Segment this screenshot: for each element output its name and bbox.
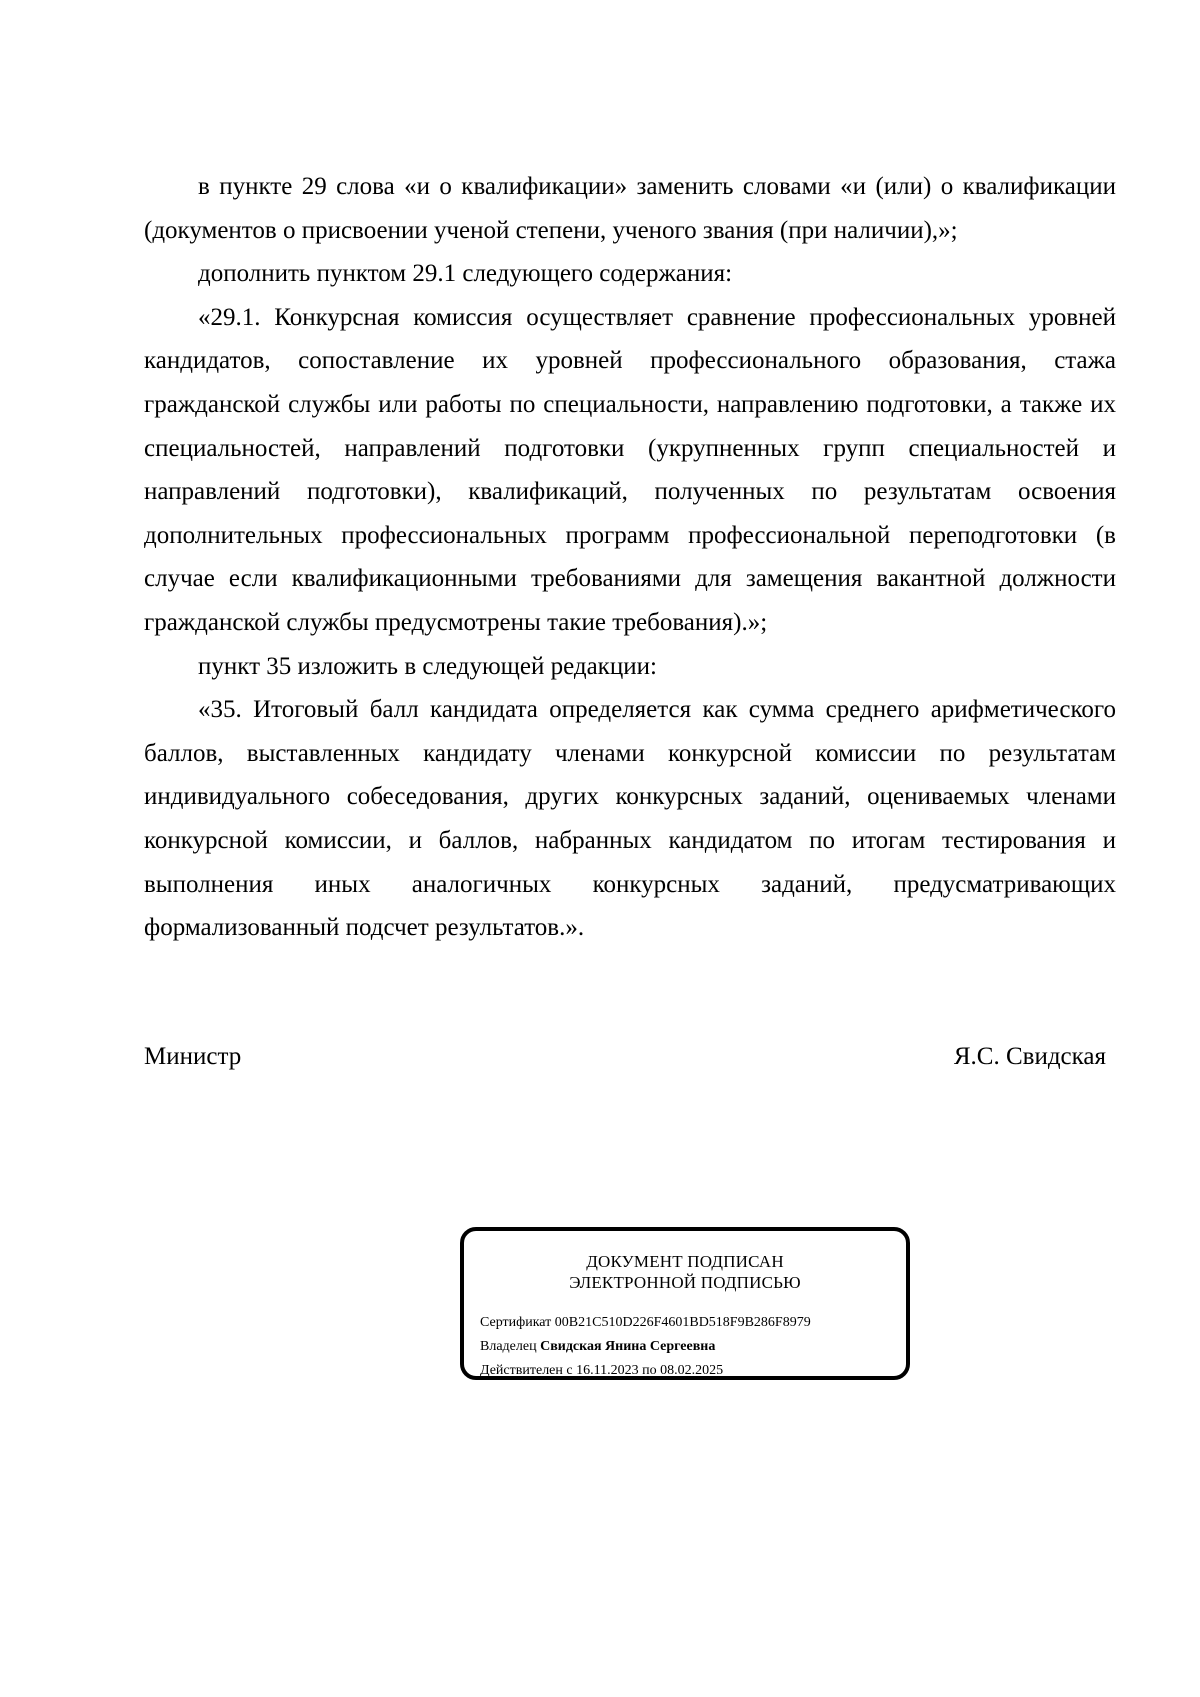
validity-line xyxy=(480,1359,811,1383)
stamp-heading-line-1: ДОКУМЕНТ ПОДПИСАН xyxy=(586,1252,784,1271)
signatory-name: Я.С. Свидская xyxy=(953,1043,1106,1070)
paragraph-add-29-1-intro: дополнить пунктом 29.1 следующего содержания: xyxy=(198,260,733,288)
valid-from: 16.11.2023 xyxy=(576,1363,639,1378)
valid-label: Действителен с xyxy=(480,1363,573,1378)
document-body xyxy=(144,165,1116,950)
paragraph-29-1-text: «29.1. Конкурсная комиссия осуществляет сравнение профессиональных уровней кандидатов, сопоставление их уровней профессионального образования, стажа гражданской службы или работы по специальности, направлению подготовки, а также их специальностей, направлений подготовки (укрупненных групп специальностей и направлений подготовки), квалификаций, полученных по результатам освоения дополнительных профессиональных программ профессиональной переподготовки (в случае если квалификационными требованиями для замещения вакантной должности гражданской службы предусмотрены такие требования).»; xyxy=(144,303,1116,636)
owner-line xyxy=(480,1335,811,1359)
stamp-heading xyxy=(464,1251,906,1293)
paragraph-item-35-intro: пункт 35 изложить в следующей редакции: xyxy=(198,652,657,680)
owner-value: Свидская Янина Сергеевна xyxy=(540,1339,716,1354)
owner-label: Владелец xyxy=(480,1339,537,1354)
certificate-label: Сертификат xyxy=(480,1315,552,1330)
valid-to-label: по xyxy=(642,1363,657,1378)
paragraph-item-29-amendment: в пункте 29 слова «и о квалификации» заменить словами «и (или) о квалификации (документов о присвоении ученой степени, ученого звания (при наличии),»; xyxy=(144,173,1116,244)
stamp-details xyxy=(480,1311,811,1383)
certificate-value: 00B21C510D226F4601BD518F9B286F8979 xyxy=(554,1315,811,1330)
valid-to: 08.02.2025 xyxy=(660,1363,724,1378)
signatory-title: Министр xyxy=(144,1043,242,1070)
stamp-heading-line-2: ЭЛЕКТРОННОЙ ПОДПИСЬЮ xyxy=(569,1273,801,1292)
paragraph-35-text: «35. Итоговый балл кандидата определяется как сумма среднего арифметического баллов, выставленных кандидату членами конкурсной комиссии по результатам индивидуального собеседования, других конкурсных заданий, оцениваемых членами конкурсной комиссии, и баллов, набранных кандидатом по итогам тестирования и выполнения иных аналогичных конкурсных заданий, предусматривающих формализованный подсчет результатов.». xyxy=(144,696,1116,942)
electronic-signature-stamp xyxy=(460,1227,910,1380)
certificate-line xyxy=(480,1311,811,1335)
